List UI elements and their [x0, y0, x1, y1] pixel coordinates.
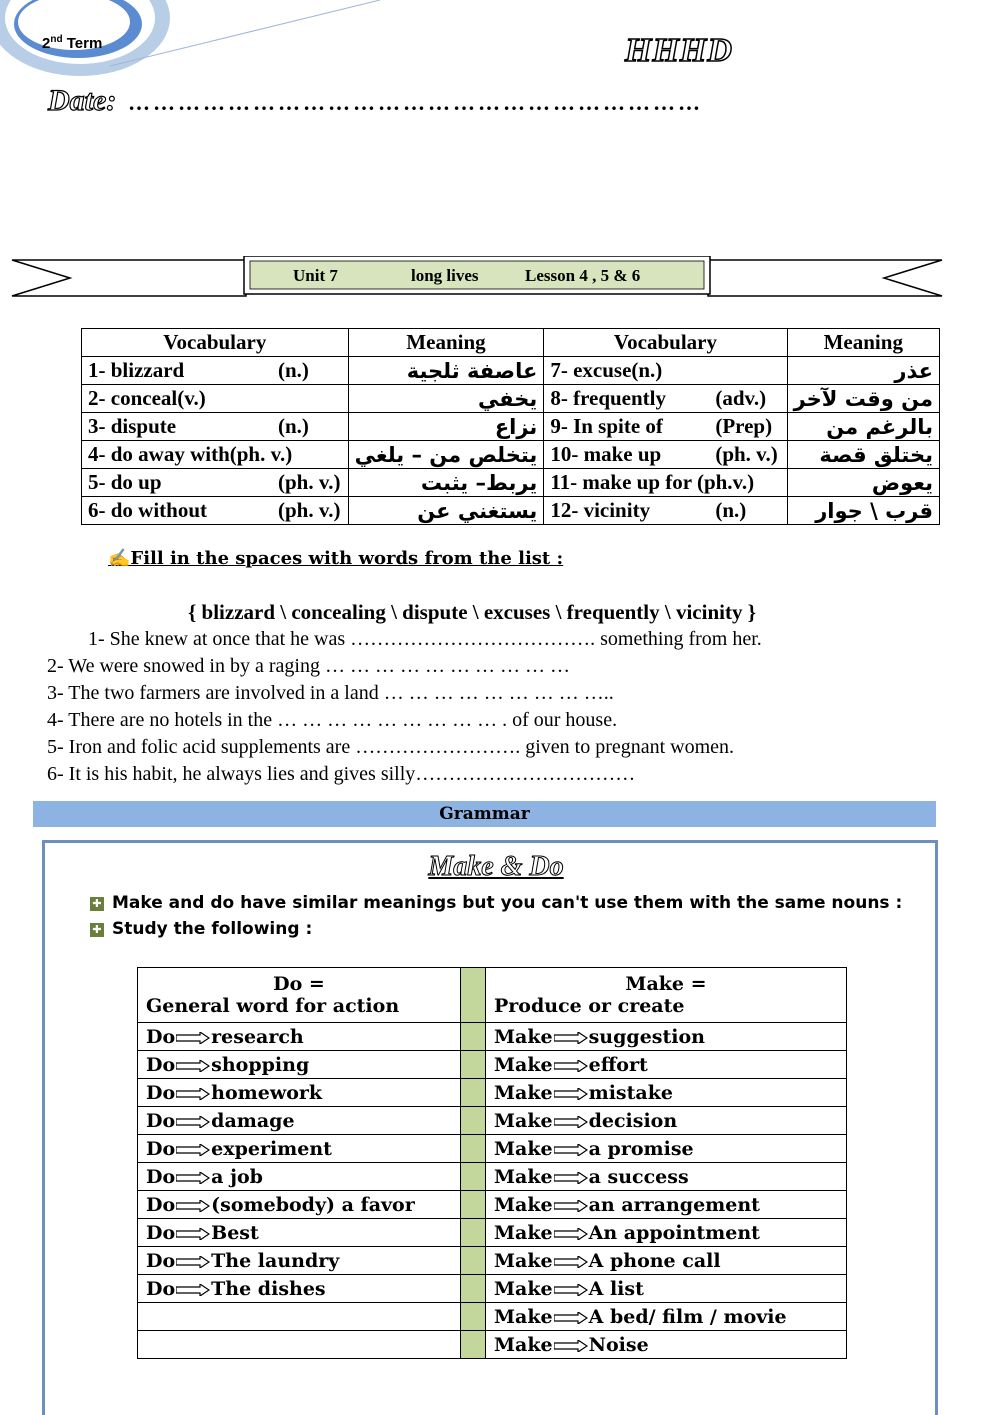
make-verb: Make: [494, 1333, 553, 1356]
meaning-text: نزاع: [494, 414, 538, 439]
do-cell: [138, 1163, 461, 1191]
make-do-row: [138, 1191, 847, 1219]
divider-cell: [461, 1135, 486, 1163]
vocab-row: [82, 441, 940, 469]
make-verb: Make: [494, 1165, 553, 1188]
make-verb: Make: [494, 1137, 553, 1160]
arrow-icon: [176, 1172, 210, 1184]
vocab-meaning: [787, 441, 939, 469]
divider-cell: [461, 1107, 486, 1135]
vocab-header: Vocabulary: [544, 329, 787, 357]
do-header: Do = General word for action: [138, 968, 461, 1023]
vocab-term: [544, 357, 787, 385]
vocab-word: 10- make up: [550, 442, 662, 466]
do-cell: [138, 1107, 461, 1135]
make-do-row: [138, 1247, 847, 1275]
part-of-speech: (ph. v.): [278, 470, 341, 494]
arrow-icon: [176, 1284, 210, 1296]
arrow-icon: [554, 1032, 588, 1044]
arrow-icon: [554, 1088, 588, 1100]
do-verb: Do: [146, 1249, 176, 1272]
divider-cell: [461, 1247, 486, 1275]
make-cell: [486, 1219, 847, 1247]
meaning-text: يستغني عن: [417, 498, 538, 523]
vocab-word: 2- conceal(v.): [88, 386, 206, 410]
make-do-row: [138, 1275, 847, 1303]
do-noun: damage: [211, 1109, 295, 1132]
vocab-meaning: [348, 385, 544, 413]
make-cell: [486, 1023, 847, 1051]
do-cell: [138, 1051, 461, 1079]
sentence-5: 5- Iron and folic acid supplements are ……………………. given to pregnant women.: [47, 736, 735, 758]
vocab-term: [82, 357, 349, 385]
make-noun: An appointment: [588, 1221, 760, 1244]
do-cell: [138, 1275, 461, 1303]
vocab-row: [82, 413, 940, 441]
unit-number: Unit 7: [293, 266, 338, 285]
divider-cell: [461, 1079, 486, 1107]
make-verb: Make: [494, 1109, 553, 1132]
make-noun: a promise: [588, 1137, 694, 1160]
meaning-text: يخفي: [477, 386, 538, 411]
arrow-icon: [554, 1284, 588, 1296]
do-verb: Do: [146, 1025, 176, 1048]
vocab-term: [82, 441, 349, 469]
vocab-word: 1- blizzard: [88, 358, 185, 382]
vocab-term: [544, 497, 787, 525]
date-blank: ……………………………………………………………: [128, 90, 703, 115]
make-do-row: [138, 1051, 847, 1079]
sentence-2: 2- We were snowed in by a raging … … … … … … … … … …: [47, 655, 570, 677]
do-verb: Do: [146, 1081, 176, 1104]
vocab-word: 9- In spite of: [550, 414, 663, 438]
sentence-1: 1- She knew at once that he was ………………………………. something from her.: [88, 628, 762, 650]
vocabulary-table: [81, 328, 940, 525]
arrow-icon: [176, 1228, 210, 1240]
part-of-speech: (n.): [715, 498, 747, 522]
arrow-icon: [554, 1060, 588, 1072]
word-list: { blizzard \ concealing \ dispute \ excuses \ frequently \ vicinity }: [188, 600, 756, 624]
make-do-row: [138, 1163, 847, 1191]
divider-cell: [461, 1023, 486, 1051]
vocab-term: [544, 441, 787, 469]
make-header: Make = Produce or create: [486, 968, 847, 1023]
arrow-icon: [176, 1032, 210, 1044]
grammar-section-bar: Grammar: [33, 801, 936, 827]
make-cell: [486, 1107, 847, 1135]
do-verb: Do: [146, 1053, 176, 1076]
vocab-meaning: [348, 357, 544, 385]
unit-title: long lives: [411, 266, 479, 285]
grammar-bullet: ✚ Study the following :: [90, 919, 312, 939]
meaning-text: يتخلص من – يلغي: [354, 442, 538, 467]
vocab-row: [82, 385, 940, 413]
vocab-term: [544, 469, 787, 497]
meaning-text: عذر: [894, 358, 933, 383]
make-noun: A list: [588, 1277, 644, 1300]
vocab-header: Vocabulary: [82, 329, 349, 357]
sentence-6: 6- It is his habit, he always lies and gives silly……………………………: [47, 763, 636, 785]
arrow-icon: [554, 1144, 588, 1156]
divider-cell: [461, 1163, 486, 1191]
make-verb: Make: [494, 1277, 553, 1300]
do-noun: experiment: [211, 1137, 332, 1160]
meaning-text: عاصفة ثلجية: [406, 358, 538, 383]
vocab-meaning: [787, 469, 939, 497]
vocab-term: [544, 413, 787, 441]
lesson-numbers: Lesson 4 , 5 & 6: [525, 266, 641, 285]
make-cell: [486, 1135, 847, 1163]
bullet-icon: ✚: [90, 897, 104, 911]
do-noun: The dishes: [211, 1277, 326, 1300]
do-cell: [138, 1023, 461, 1051]
make-cell: [486, 1331, 847, 1359]
make-cell: [486, 1079, 847, 1107]
do-verb: Do: [146, 1165, 176, 1188]
vocab-term: [82, 385, 349, 413]
arrow-icon: [554, 1228, 588, 1240]
vocab-word: 3- dispute: [88, 414, 177, 438]
meaning-text: يربط– يثبت: [420, 470, 538, 495]
meaning-text: من وقت لآخر: [793, 386, 933, 411]
make-do-row: [138, 1107, 847, 1135]
arrow-icon: [176, 1256, 210, 1268]
make-verb: Make: [494, 1249, 553, 1272]
arrow-icon: [176, 1088, 210, 1100]
make-noun: Noise: [588, 1333, 649, 1356]
meaning-header: Meaning: [348, 329, 544, 357]
make-do-table: [137, 967, 847, 1359]
make-cell: [486, 1247, 847, 1275]
do-cell: [138, 1191, 461, 1219]
make-noun: A bed/ film / movie: [588, 1305, 787, 1328]
make-do-row: [138, 1303, 847, 1331]
vocab-word: 4- do away with(ph. v.): [88, 442, 293, 466]
part-of-speech: (n.): [278, 414, 309, 438]
make-cell: [486, 1303, 847, 1331]
make-do-row: [138, 1135, 847, 1163]
part-of-speech: (ph. v.): [278, 498, 341, 522]
do-verb: Do: [146, 1277, 176, 1300]
arrow-icon: [554, 1116, 588, 1128]
make-do-row: [138, 1023, 847, 1051]
make-cell: [486, 1163, 847, 1191]
make-do-row: [138, 1079, 847, 1107]
vocab-meaning: [348, 497, 544, 525]
arrow-icon: [176, 1060, 210, 1072]
vocab-meaning: [787, 385, 939, 413]
vocab-word: 8- frequently: [550, 386, 667, 410]
term-label: 2nd Term: [42, 34, 103, 52]
vocab-row: [82, 469, 940, 497]
make-verb: Make: [494, 1221, 553, 1244]
vocab-row: [82, 357, 940, 385]
date-label: Date:: [48, 84, 117, 117]
school-logo-text: HHHD: [625, 32, 733, 69]
vocab-word: 12- vicinity: [550, 498, 651, 522]
vocab-meaning: [348, 469, 544, 497]
vocab-term: [82, 469, 349, 497]
do-cell: [138, 1247, 461, 1275]
do-noun: shopping: [211, 1053, 310, 1076]
vocab-row: [82, 497, 940, 525]
do-verb: Do: [146, 1221, 176, 1244]
grammar-title: Make & Do: [428, 851, 564, 882]
sentence-3: 3- The two farmers are involved in a land … … … … … … … … …..: [47, 682, 614, 704]
make-verb: Make: [494, 1025, 553, 1048]
make-noun: suggestion: [588, 1025, 705, 1048]
vocab-meaning: [787, 497, 939, 525]
arrow-icon: [176, 1200, 210, 1212]
divider-cell: [461, 1191, 486, 1219]
make-noun: A phone call: [588, 1249, 721, 1272]
vocab-word: 5- do up: [88, 470, 162, 494]
vocab-term: [82, 497, 349, 525]
do-verb: Do: [146, 1137, 176, 1160]
vocab-meaning: [787, 413, 939, 441]
arrow-icon: [176, 1116, 210, 1128]
arrow-icon: [554, 1340, 588, 1352]
part-of-speech: (ph. v.): [715, 442, 778, 466]
make-noun: effort: [588, 1053, 648, 1076]
vocab-word: 7- excuse(n.): [550, 358, 663, 382]
meaning-text: بالرغم من: [826, 414, 933, 439]
part-of-speech: (n.): [278, 358, 309, 382]
make-noun: an arrangement: [588, 1193, 760, 1216]
arrow-icon: [554, 1256, 588, 1268]
part-of-speech: (adv.): [715, 386, 767, 410]
do-noun: homework: [211, 1081, 323, 1104]
do-noun: The laundry: [211, 1249, 340, 1272]
vocab-term: [544, 385, 787, 413]
make-verb: Make: [494, 1081, 553, 1104]
divider-cell: [461, 1303, 486, 1331]
do-cell: [138, 1079, 461, 1107]
make-cell: [486, 1275, 847, 1303]
meaning-text: يعوض: [871, 470, 933, 495]
exercise-title: ✍Fill in the spaces with words from the list :: [108, 548, 564, 569]
do-cell: [138, 1331, 461, 1359]
vocab-word: 11- make up for (ph.v.): [550, 470, 755, 494]
do-cell: [138, 1219, 461, 1247]
arrow-icon: [554, 1200, 588, 1212]
make-noun: mistake: [588, 1081, 673, 1104]
make-noun: a success: [588, 1165, 689, 1188]
make-verb: Make: [494, 1305, 553, 1328]
do-verb: Do: [146, 1109, 176, 1132]
do-cell: [138, 1135, 461, 1163]
make-verb: Make: [494, 1053, 553, 1076]
arrow-icon: [176, 1144, 210, 1156]
arrow-icon: [554, 1312, 588, 1324]
vocab-word: 6- do without: [88, 498, 208, 522]
grammar-bullet: ✚ Make and do have similar meanings but you can't use them with the same nouns :: [90, 893, 902, 913]
make-noun: decision: [588, 1109, 678, 1132]
meaning-header: Meaning: [787, 329, 939, 357]
make-cell: [486, 1191, 847, 1219]
arrow-icon: [554, 1172, 588, 1184]
do-noun: a job: [211, 1165, 263, 1188]
do-noun: research: [211, 1025, 304, 1048]
make-cell: [486, 1051, 847, 1079]
do-verb: Do: [146, 1193, 176, 1216]
meaning-text: يختلق قصة: [819, 442, 933, 467]
part-of-speech: (Prep): [715, 414, 773, 438]
divider-cell: [461, 1051, 486, 1079]
sentence-4: 4- There are no hotels in the … … … … … … … … … . of our house.: [47, 709, 618, 731]
do-noun: Best: [211, 1221, 259, 1244]
bullet-icon: ✚: [90, 923, 104, 937]
do-cell: [138, 1303, 461, 1331]
make-do-row: [138, 1331, 847, 1359]
vocab-meaning: [348, 441, 544, 469]
divider-cell: [461, 1275, 486, 1303]
do-noun: (somebody) a favor: [211, 1193, 415, 1216]
divider-cell: [461, 1331, 486, 1359]
divider-cell: [461, 968, 486, 1023]
vocab-term: [82, 413, 349, 441]
make-verb: Make: [494, 1193, 553, 1216]
meaning-text: قرب \ جوار: [815, 498, 933, 523]
divider-cell: [461, 1219, 486, 1247]
vocab-meaning: [787, 357, 939, 385]
vocab-meaning: [348, 413, 544, 441]
make-do-row: [138, 1219, 847, 1247]
